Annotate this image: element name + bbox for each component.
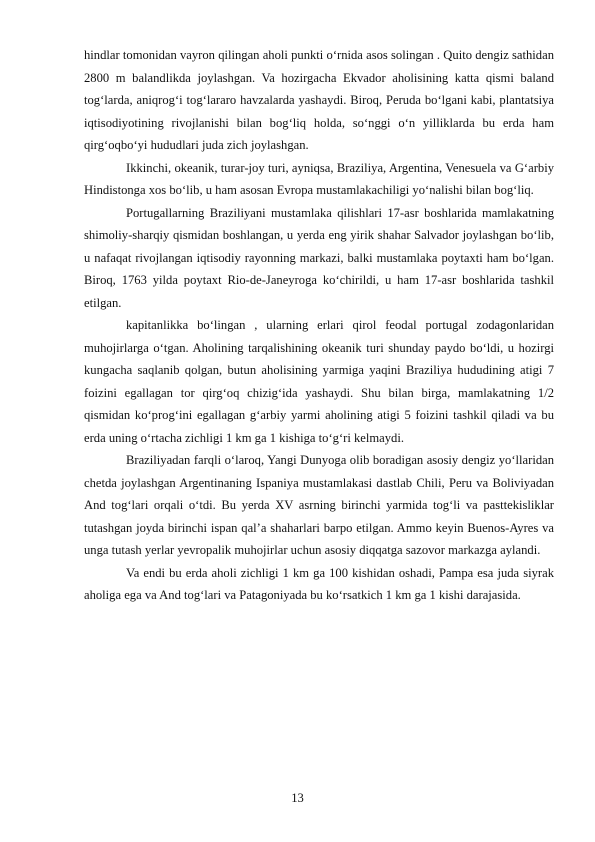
paragraph-4: kapitanlikka bo‘lingan , ularning erlari qirol feodal portugal zodagonlaridan muhojirlarga o‘tgan. Aholining tarqalishining okeanik turi shunday paydo bo‘ldi, u hozirgi kungacha saqlanib qolgan, butun aholisining yarmiga yaqini Braziliya hududining atigi 7 foizini egallagan tor qirg‘oq chizig‘ida yashaydi. Shu bilan birga, mamlakatning 1/2 qismidan ko‘prog‘ini egallagan g‘arbiy yarmi aholining atigi 5 foizini tashkil qiladi va bu erda uning o‘rtacha zichligi 1 km ga 1 kishiga to‘g‘ri kelmaydi. [84, 318, 554, 445]
document-body [84, 44, 554, 607]
paragraph-6: Va endi bu erda aholi zichligi 1 km ga 100 kishidan oshadi, Pampa esa juda siyrak aholiga ega va And tog‘lari va Patagoniyada bu ko‘rsatkich 1 km ga 1 kishi darajasida. [84, 565, 554, 602]
page-number: 13 [291, 791, 304, 805]
paragraph-1: hindlar tomonidan vayron qilingan aholi punkti o‘rnida asos solingan . Quito dengiz sathidan 2800 m balandlikda joylashgan. Va hozirgacha Ekvador aholisining katta qismi baland tog‘larda, aniqrog‘i tog‘lararo havzalarda yashaydi. Biroq, Peruda bo‘lgani kabi, plantatsiya iqtisodiyotining rivojlanishi bilan bog‘liq holda, so‘nggi o‘n yilliklarda bu erda ham qirg‘oqbo‘yi hududlari juda zich joylashgan. [84, 48, 554, 152]
paragraph-5: Braziliyadan farqli o‘laroq, Yangi Dunyoga olib boradigan asosiy dengiz yo‘llaridan chetda joylashgan Argentinaning Ispaniya mustamlakasi dastlab Chili, Peru va Boliviyadan And tog‘lari orqali o‘tdi. Bu yerda XV asrning birinchi yarmida tog‘li va pasttekisliklar tutashgan joyda birinchi ispan qal’a shaharlari barpo etilgan. Ammo keyin Buenos-Ayres va unga tutash yerlar yevropalik muhojirlar uchun asosiy diqqatga sazovor markazga aylandi. [84, 453, 554, 557]
paragraph-3: Portugallarning Braziliyani mustamlaka qilishlari 17-asr boshlarida mamlakatning shimoliy-sharqiy qismidan boshlangan, u yerda eng yirik shahar Salvador joylashgan bo‘lib, u nafaqat rivojlangan iqtisodiy rayonning markazi, balki mustamlaka poytaxti ham bo‘lgan. Biroq, 1763 yilda poytaxt Rio-de-Janeyroga ko‘chirildi, u ham 17-asr boshlarida tashkil etilgan. [84, 205, 554, 310]
paragraph-2: Ikkinchi, okeanik, turar-joy turi, ayniqsa, Braziliya, Argentina, Venesuela va G‘arbiy Hindistonga xos bo‘lib, u ham asosan Evropa mustamlakachiligi yo‘nalishi bilan bog‘liq. [84, 160, 554, 197]
